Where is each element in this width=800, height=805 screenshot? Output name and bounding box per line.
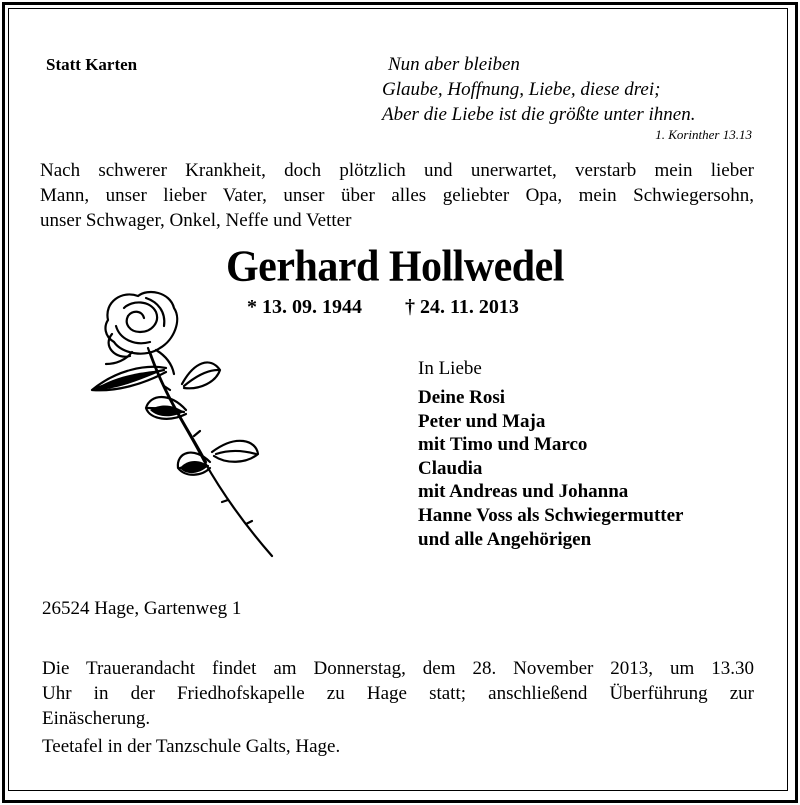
mourner-name: mit Timo und Marco <box>418 434 588 456</box>
mourner-name: Claudia <box>418 457 483 479</box>
quote-line: Aber die Liebe ist die größte unter ihnen. <box>382 104 696 125</box>
intro-line: unser Schwager, Onkel, Neffe und Vetter <box>40 210 352 231</box>
tea-note: Teetafel in der Tanzschule Galts, Hage. <box>42 736 341 757</box>
birth-date: * 13. 09. 1944 <box>247 296 362 318</box>
ceremony-line: Einäscherung. <box>42 708 151 729</box>
ceremony-text <box>42 656 754 731</box>
life-dates <box>247 296 519 319</box>
deceased-name: Gerhard Hollwedel <box>226 242 564 292</box>
mourner-name: Deine Rosi <box>418 387 506 408</box>
mourner-name: Hanne Voss als Schwiegermutter <box>418 504 684 526</box>
statt-karten-heading: Statt Karten <box>46 55 138 74</box>
bible-quote <box>382 52 695 127</box>
ceremony-line: Die Trauerandacht findet am Donnerstag, dem 28. November 2013, um 13.30 <box>42 658 754 679</box>
address: 26524 Hage, Gartenweg 1 <box>42 598 242 619</box>
quote-line: Glaube, Hoffnung, Liebe, diese drei; <box>382 79 661 100</box>
mourner-name: und alle Angehörigen <box>418 528 592 550</box>
ceremony-line: Uhr in der Friedhofskapelle zu Hage statt; anschließend Überführung zur <box>42 683 754 704</box>
mourner-name: Peter und Maja <box>418 410 546 432</box>
intro-line: Mann, unser lieber Vater, unser über alles geliebter Opa, mein Schwiegersohn, <box>40 185 754 206</box>
intro-text <box>40 158 754 233</box>
death-date: † 24. 11. 2013 <box>405 296 519 318</box>
quote-source: 1. Korinther 13.13 <box>655 127 752 142</box>
in-liebe-label: In Liebe <box>418 358 482 379</box>
quote-line: Nun aber bleiben <box>388 54 520 75</box>
rose-icon <box>86 286 286 561</box>
mourners-list <box>418 386 683 551</box>
intro-line: Nach schwerer Krankheit, doch plötzlich und unerwartet, verstarb mein lieber <box>40 160 754 181</box>
mourner-name: mit Andreas und Johanna <box>418 481 629 503</box>
